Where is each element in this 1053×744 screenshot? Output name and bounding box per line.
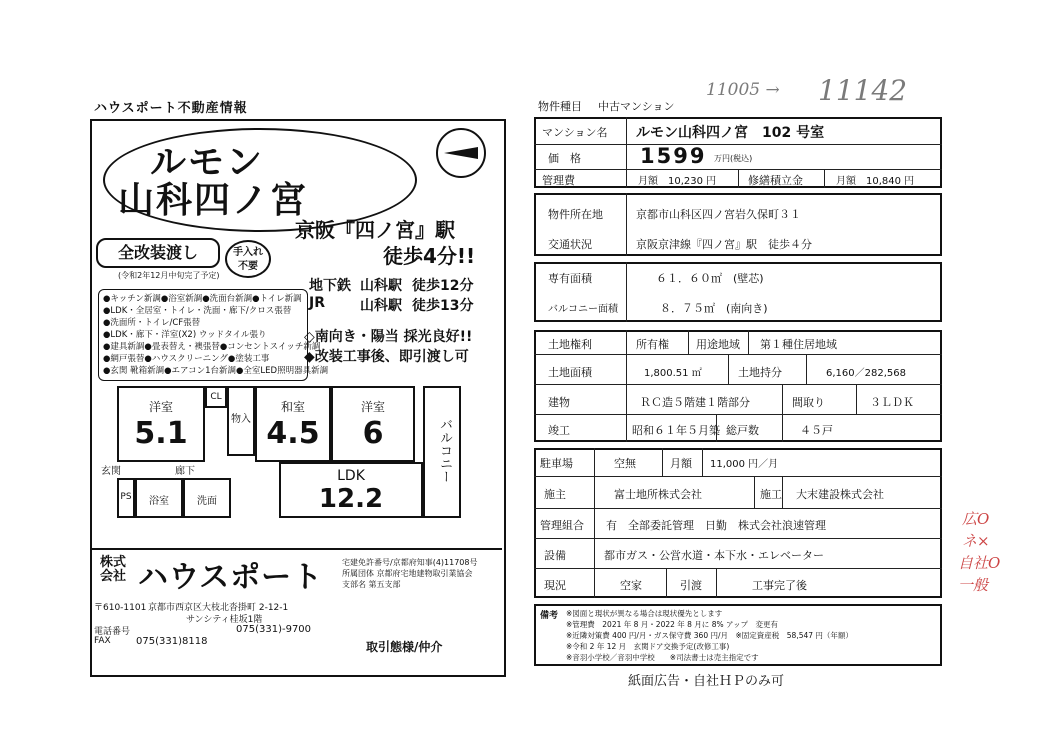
mgmt-label: 管理組合 <box>540 519 584 532</box>
renovation-item: ●玄関 靴箱新調●エアコン1台新調●全室LED照明器具新調 <box>103 366 329 376</box>
tel-label: 電話番号 <box>94 627 131 637</box>
storage-monoire <box>227 386 255 456</box>
room-youshitsu-a <box>117 386 205 462</box>
room-washitsu-label: 和室 <box>280 400 305 414</box>
transaction-mode: 取引態様/仲介 <box>366 640 443 654</box>
note-line: ※音羽小学校／音羽中学校 ※司法書士は売主指定です <box>566 653 759 662</box>
jr-label: JR <box>309 295 325 311</box>
rule <box>716 568 717 598</box>
floor-plan <box>95 382 465 522</box>
land-right-label: 土地権利 <box>548 338 592 351</box>
tel-value: 075(331)-9700 <box>236 624 312 635</box>
rouka-label: 廊下 <box>175 466 195 477</box>
closet-cl <box>205 386 227 408</box>
rule <box>534 538 942 539</box>
fax-value: 075(331)8118 <box>136 636 208 647</box>
kind-label: 物件種目 <box>538 100 582 113</box>
rule <box>534 144 942 145</box>
closet-cl-label: CL <box>210 392 222 402</box>
note-line: ※管理費 2021 年 8 月・2022 年 8 月に 8% アップ 変更有 <box>566 620 778 629</box>
rule <box>856 384 857 414</box>
note-line: ※近隣対策費 400 円/月・ガス保守費 360 円/月 ※固定資産税 58,547 円（年額） <box>566 631 853 640</box>
handwritten-side-note-2: ネ× <box>962 532 990 550</box>
area-value: ６１．６０㎡ (壁芯) <box>656 272 764 285</box>
renovation-item: ●キッチン新調●浴室新調●洗面台新調●トイレ新調 <box>103 294 302 304</box>
delivery-label: 引渡 <box>680 579 702 592</box>
subway-walk: 徒歩12分 <box>412 278 474 294</box>
company-address2: サンシティ桂坂1階 <box>186 615 263 625</box>
rule <box>534 414 942 415</box>
rule <box>666 568 667 598</box>
rule <box>728 354 729 384</box>
rule <box>626 193 627 256</box>
bathroom <box>135 478 183 518</box>
renovation-date: (令和2年12月中旬完了予定) <box>118 271 220 280</box>
location-label: 物件所在地 <box>548 208 603 221</box>
room-youshitsu-a-label: 洋室 <box>148 400 173 414</box>
built-label: 竣工 <box>548 424 570 437</box>
subway-label: 地下鉄 <box>309 278 351 294</box>
kind-value: 中古マンション <box>598 100 675 113</box>
owner-value: 富士地所株式会社 <box>614 488 702 501</box>
company-name: ハウスポート <box>138 560 324 595</box>
room-ldk <box>279 462 423 518</box>
washroom <box>183 478 231 518</box>
bathroom-label: 浴室 <box>149 496 169 507</box>
mgmt-value: 有 全部委託管理 日勤 株式会社浪速管理 <box>606 519 826 532</box>
owner-label: 施主 <box>544 488 566 501</box>
rule <box>626 330 627 442</box>
balcony-label: バルコニー <box>437 418 452 483</box>
units-label: 総戸数 <box>726 424 759 437</box>
flyer-header: ハウスポート不動産情報 <box>94 101 248 116</box>
traffic-label: 交通状況 <box>548 238 592 251</box>
property-name-line2: 山科四ノ宮 <box>118 180 309 221</box>
rule <box>738 169 739 188</box>
shuzen-label: 修繕積立金 <box>748 174 803 187</box>
status-label: 現況 <box>544 579 566 592</box>
share-label: 土地持分 <box>738 366 782 379</box>
rule <box>534 476 942 477</box>
zoning-value: 第１種住居地域 <box>760 338 837 351</box>
balcony-area-label: バルコニー面積 <box>548 304 618 315</box>
company-divider <box>92 548 502 550</box>
renovation-item: ●LDK・廊下・洋室(X2) ウッドタイル張り <box>103 330 267 340</box>
building-value: ＲＣ造５階建１階部分 <box>640 396 750 409</box>
renovation-badge: 全改装渡し <box>96 238 220 268</box>
kanri-value: 月額 10,230 円 <box>638 176 717 187</box>
location-value: 京都市山科区四ノ宮岩久保町３１ <box>636 208 801 221</box>
built-value: 昭和６１年５月築 <box>632 424 720 437</box>
land-right-value: 所有権 <box>636 338 669 351</box>
kanri-label: 管理費 <box>542 174 575 187</box>
teire-badge: 手入れ 不要 <box>225 240 271 278</box>
rule <box>594 448 595 598</box>
land-area-value: 1,800.51 ㎡ <box>644 368 702 379</box>
facility-label: 設備 <box>544 549 566 562</box>
building-label: 建物 <box>548 396 570 409</box>
mansion-label: マンション名 <box>542 126 608 139</box>
rule <box>534 384 942 385</box>
handwritten-side-note-4: 一般 <box>958 576 989 594</box>
mansion-value: ルモン山科四ノ宮 102 号室 <box>636 125 825 141</box>
point-delivery: ◆改装工事後、即引渡し可 <box>304 349 469 365</box>
room-youshitsu-b <box>331 386 415 462</box>
room-ldk-label: LDK <box>337 468 365 484</box>
balcony-area-value: ８．７５㎡ (南向き) <box>660 302 768 315</box>
renovation-item: ●建具新調●畳表替え・襖張替●コンセントスイッチ新調 <box>103 342 321 352</box>
company-postal: 〒610-1101 <box>94 603 147 613</box>
company-association: 所属団体 京都府宅地建物取引業協会 <box>342 569 473 578</box>
handwritten-side-note-1: 広O <box>962 510 990 528</box>
jr-walk: 徒歩13分 <box>412 298 474 314</box>
handwritten-old-number: 11005 → <box>706 80 780 100</box>
point-south: ◇南向き・陽当 採光良好!! <box>304 329 473 345</box>
fax-label: FAX <box>94 636 111 646</box>
rule <box>534 508 942 509</box>
builder-value: 大末建設株式会社 <box>796 488 884 501</box>
room-washitsu-size: 4.5 <box>266 416 320 451</box>
ps-label: PS <box>120 492 132 502</box>
balcony <box>423 386 461 518</box>
note-line: ※令和 2 年 12 月 玄関ドア交換予定(改修工事) <box>566 642 730 651</box>
room-ldk-size: 12.2 <box>318 484 384 514</box>
layout-value: ３ＬＤＫ <box>870 396 914 409</box>
rule <box>702 448 703 476</box>
rule <box>748 330 749 354</box>
parking-fee-label: 月額 <box>670 457 692 470</box>
rule <box>782 476 783 508</box>
company-license: 宅建免許番号/京都府知事(4)11708号 <box>342 558 478 567</box>
delivery-value: 工事完了後 <box>752 579 807 592</box>
compass-icon <box>436 128 486 178</box>
room-youshitsu-b-size: 6 <box>362 416 384 451</box>
room-youshitsu-b-label: 洋室 <box>360 400 385 414</box>
parking-label: 駐車場 <box>540 457 573 470</box>
area-label: 専有面積 <box>548 272 592 285</box>
parking-value: 空無 <box>614 457 636 470</box>
handwritten-new-number: 11142 <box>818 74 908 107</box>
zoning-label: 用途地域 <box>696 338 740 351</box>
rule <box>754 476 755 508</box>
notes-label: 備考 <box>540 611 559 621</box>
station-headline-1: 京阪『四ノ宮』駅 <box>295 218 455 242</box>
room-washitsu <box>255 386 331 462</box>
renovation-item: ●LDK・全居室・トイレ・洗面・廊下/クロス張替 <box>103 306 292 316</box>
property-name-line1: ルモン <box>150 142 265 183</box>
footer-note: 紙面広告・自社ＨＰのみ可 <box>628 674 785 689</box>
rule <box>806 354 807 384</box>
price-value: 1599 <box>640 144 707 168</box>
genkan-label: 玄関 <box>101 466 121 477</box>
rule <box>534 354 942 355</box>
price-label: 価 格 <box>548 152 581 165</box>
shuzen-value: 月額 10,840 円 <box>836 176 915 187</box>
company-branch: 支部名 第五支部 <box>342 580 401 589</box>
units-value: ４５戸 <box>800 424 833 437</box>
subway-station: 山科駅 <box>360 278 402 294</box>
rule <box>534 568 942 569</box>
rule <box>626 262 627 322</box>
renovation-item: ●網戸張替●ハウスクリーニング●塗装工事 <box>103 354 270 364</box>
rule <box>626 117 627 188</box>
share-value: 6,160／282,568 <box>826 368 906 379</box>
washroom-label: 洗面 <box>197 496 217 507</box>
traffic-value: 京阪京津線『四ノ宮』駅 徒歩４分 <box>636 238 812 251</box>
price-unit: 万円(税込) <box>714 154 753 163</box>
company-kind: 株式会社 <box>100 555 127 584</box>
land-area-label: 土地面積 <box>548 366 592 379</box>
builder-label: 施工 <box>760 488 782 501</box>
company-address1: 京都市西京区大枝北沓掛町 2-12-1 <box>148 603 289 613</box>
note-line: ※図面と現状が異なる場合は現状優先とします <box>566 609 723 618</box>
rule <box>824 169 825 188</box>
parking-fee-value: 11,000 円／月 <box>710 459 779 470</box>
handwritten-side-note-3: 自社O <box>958 554 1001 572</box>
rule <box>662 448 663 476</box>
rule <box>688 330 689 354</box>
status-value: 空家 <box>620 579 642 592</box>
jr-station: 山科駅 <box>360 298 402 314</box>
storage-monoire-label: 物入 <box>231 414 251 425</box>
rule <box>782 384 783 442</box>
station-headline-2: 徒歩4分!! <box>383 244 476 268</box>
renovation-item: ●洗面所・トイレ/CF張替 <box>103 318 201 328</box>
layout-label: 間取り <box>792 396 825 409</box>
room-youshitsu-a-size: 5.1 <box>134 416 188 451</box>
ps-space <box>117 478 135 518</box>
facility-value: 都市ガス・公営水道・本下水・エレベーター <box>604 549 824 562</box>
